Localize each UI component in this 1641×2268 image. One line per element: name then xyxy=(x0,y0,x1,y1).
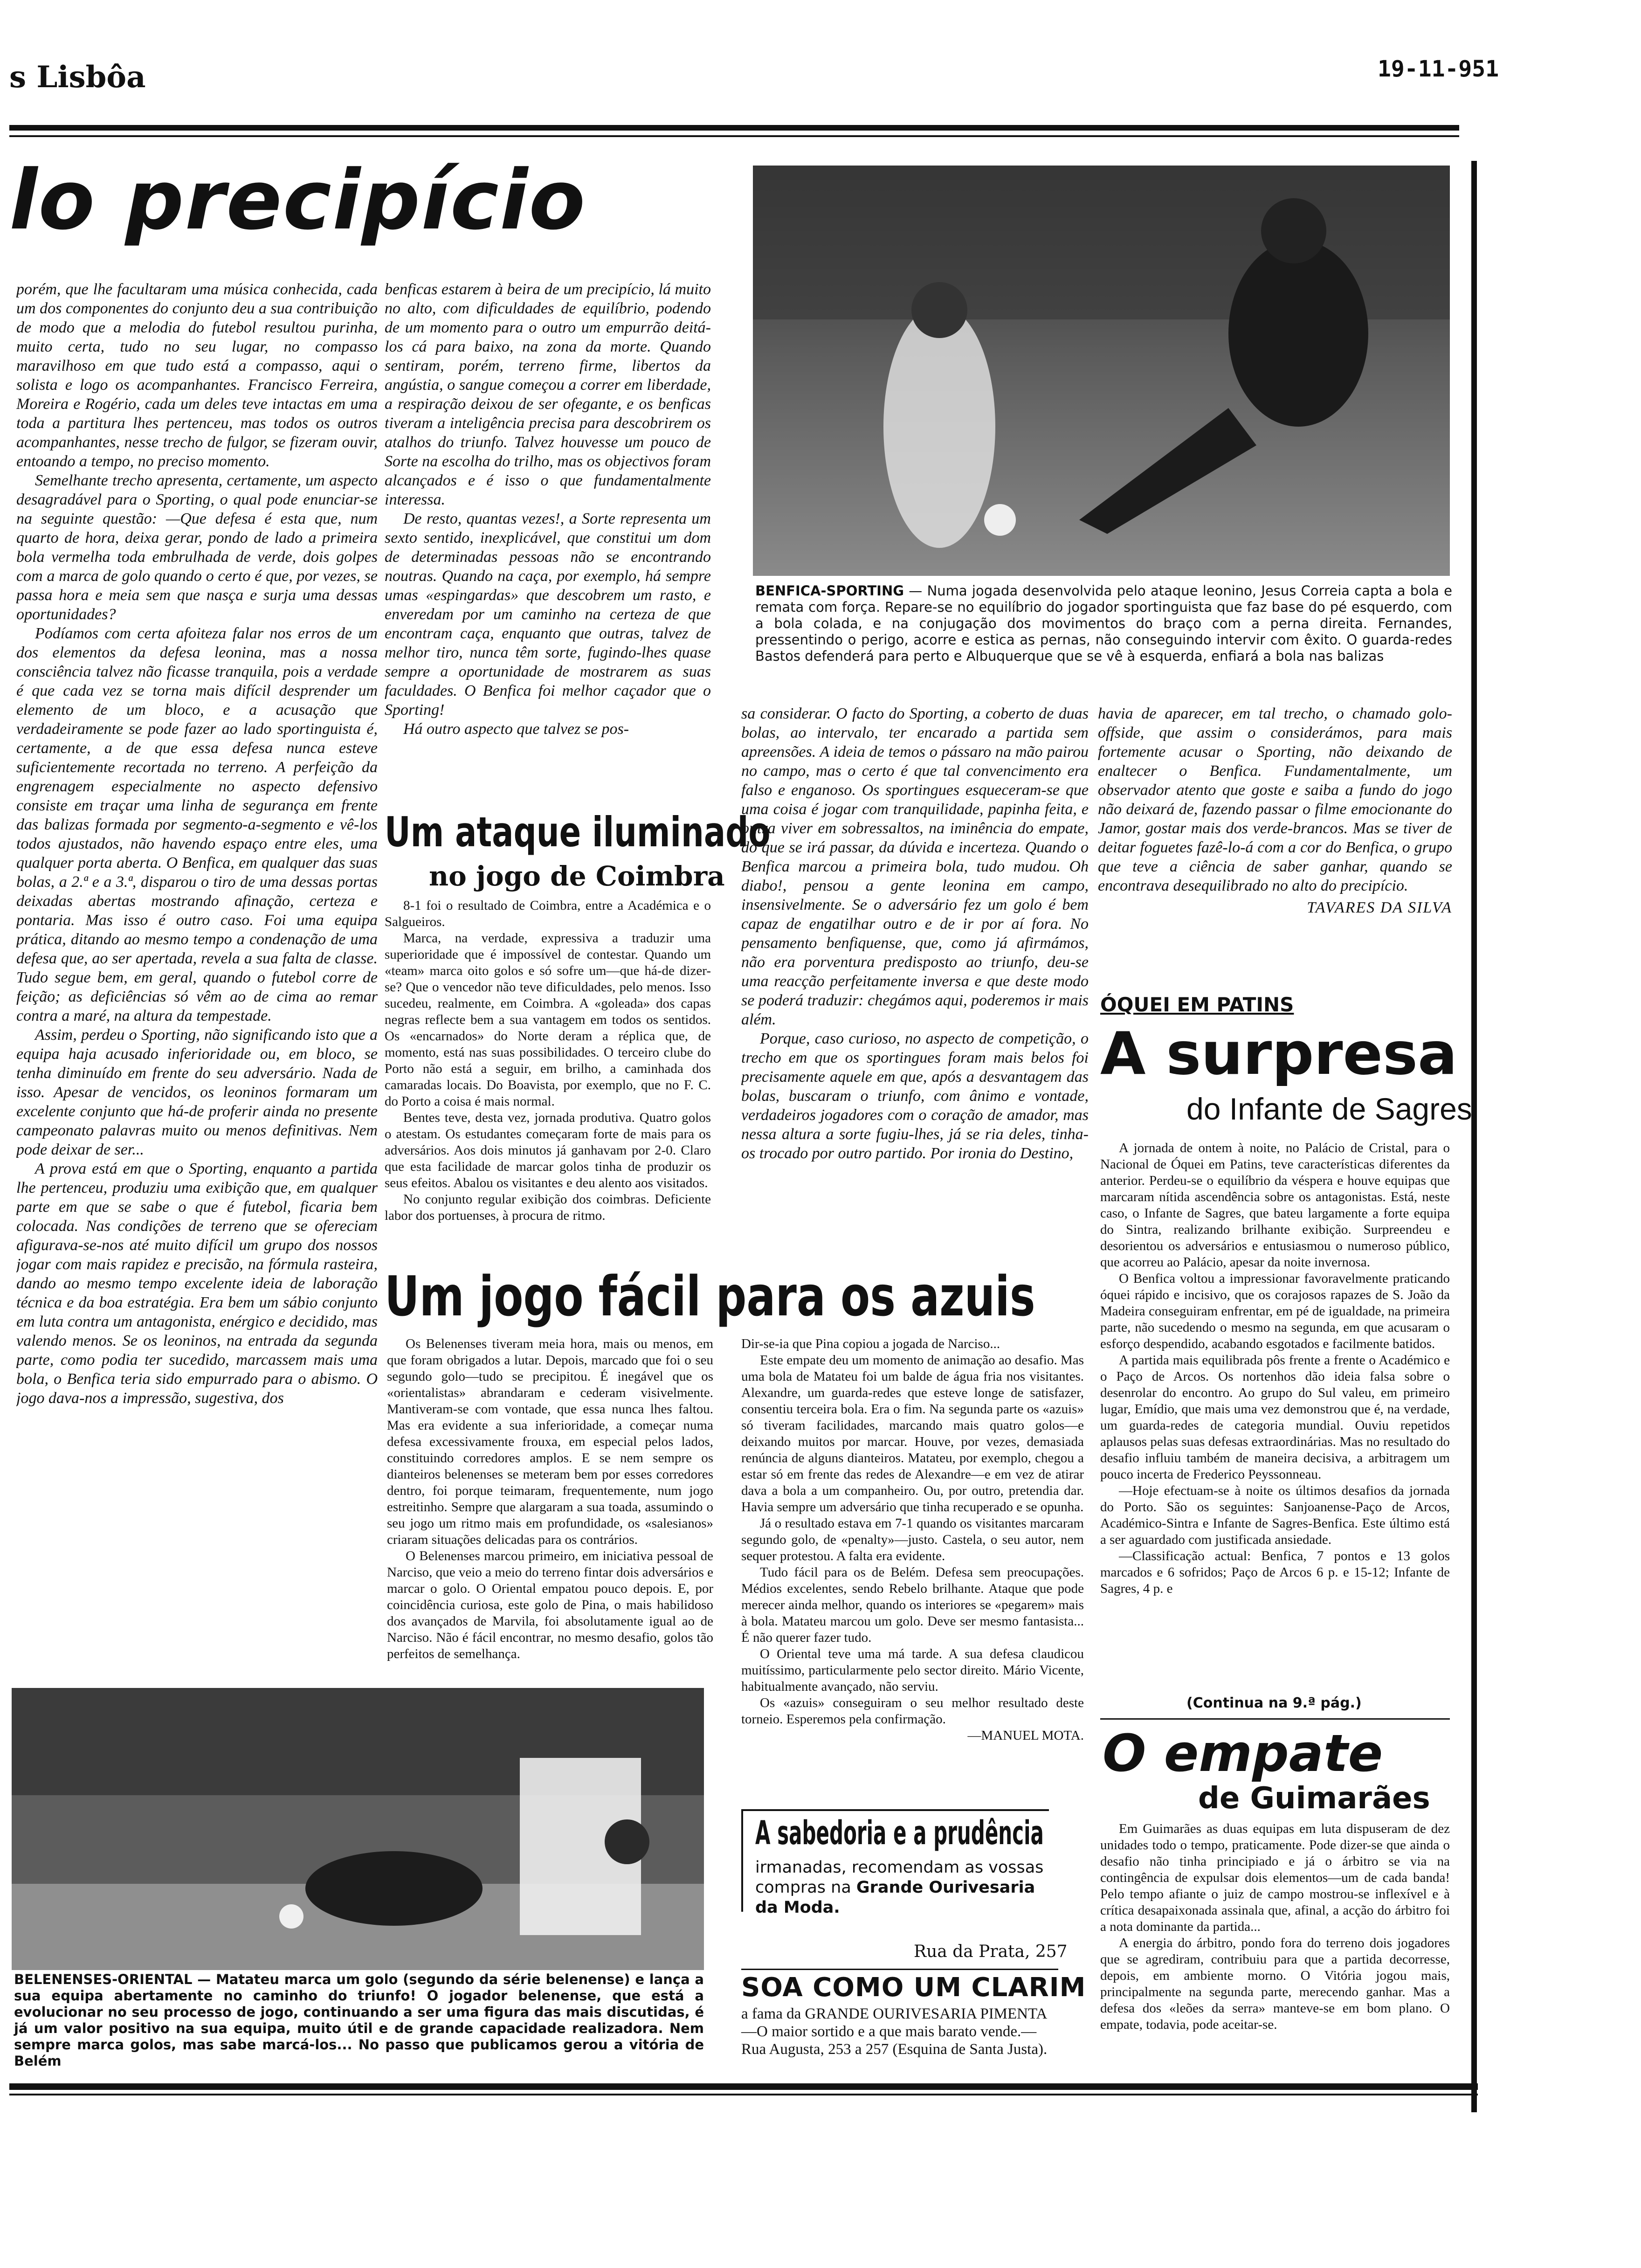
ad-sabedoria-address: Rua da Prata, 257 xyxy=(914,1942,1068,1961)
caption-text: — Numa jogada desenvolvida pelo ataque leonino, Jesus Correia capta a bola e remata com força. Repare-se no equilíbrio do jogador sportinguista que faz base do pé esquerdo, com a bola colada, e na conjugação dos movimentos do braço com a perna direita. Fernandes, pressentindo o perigo, acorre e estica as pernas, não conseguindo intervir com êxito. O guarda-redes Bastos defenderá para perto e Albuquerque que se vê à esquerda, enfiará a bola nas balizas xyxy=(755,583,1452,664)
paragraph: Tudo fácil para os de Belém. Defesa sem preocupações. Médios excelentes, sendo Rebelo brilhante. Ataque que pode merecer ainda melhor, quando os interiores se «pegarem» mais à bola. Matateu marcou um golo. Deve ser mesmo fantasista... É não querer fazer tudo. xyxy=(741,1565,1084,1645)
main-headline: lo precipício xyxy=(9,152,586,248)
ad-clarim-body: a fama da GRANDE OURIVESARIA PIMENTA—O maior sortido e a que mais barato vende.— Rua Augusta, 253 a 257 (Esquina de Santa Justa). xyxy=(741,2005,1048,2058)
main-article-col1 xyxy=(16,280,378,1679)
paragraph: Marca, na verdade, expressiva a traduzir uma superioridade que é impossível de contestar. Quando um «team» marca oito golos e só sofre um—que há-de dizer-se? Que o vencedor não teve dificuldades, pelo menos. Isso sucedeu, realmente, em Coimbra. A «goleada» dos capas negras reflecte bem a sua vantagem em todos os sentidos. Os «encarnados» do Norte deram a réplica que, de momento, está nas suas possibilidades. O terceiro clube do Porto não está a seguir, em brilho, a caminhada dos camaradas locais. Do Boavista, por exemplo, que no F. C. do Porto a coisa é mais normal. xyxy=(385,931,711,1109)
paragraph: O Belenenses marcou primeiro, em iniciativa pessoal de Narciso, que veio a meio do terreno fintar dois adversários e marcar o golo. O Oriental empatou pouco depois. E, por coincidência curiosa, este golo de Pina, o mais habilidoso dos avançados de Marvila, foi absolutamente igual ao de Narciso. Não é fácil encontrar, no mesmo desafio, golos tão perfeitos de semelhança. xyxy=(387,1549,713,1661)
footer-rule-thin xyxy=(9,2094,1478,2095)
oquei-body xyxy=(1100,1140,1450,1688)
ad-sabedoria-text: irmanadas, recomendam as vossas compras na xyxy=(755,1858,1044,1897)
paragraph: sa considerar. O facto do Sporting, a coberto de duas bolas, ao intervalo, ter encarado a partida sem apreensões. A ideia de temos o pássaro na mão pairou no campo, mas o certo é que tal convencimento era falso e enganoso. Os sportingues esqueceram-se que uma coisa é jogar com tranquilidade, papinha feita, e outra viver em sobressaltos, na iminência do empate, do que se irá passar, da dúvida e incerteza. Quando o Benfica marcou a primeira bola, tudo mudou. Oh diabo!, pensou a gente leonina em campo, insensivelmente. Se o adversário fez um golo é bem capaz de engatilhar outro e de ir por aí fora. No pensamento benfiquense, que, como já afirmámos, não era porventura predisposto ao triunfo, deu-se uma reacção perfeitamente inversa e que deste modo se poderá traduzir: chegámos aqui, poderemos ir mais além. xyxy=(741,705,1089,1028)
paragraph: Já o resultado estava em 7-1 quando os visitantes marcaram segundo golo, de «penalty»—justo. Castela, o seu autor, nem sequer protestou. A falta era evidente. xyxy=(741,1516,1084,1563)
paragraph: A jornada de ontem à noite, no Palácio de Cristal, para o Nacional de Óquei em Patins, teve características diferentes da anterior. Perdeu-se o equilíbrio da véspera e houve equipas que marcaram nítida ascendência sobre os antagonistas. Está, neste caso, o Infante de Sagres, que bateu largamente a forte equipa do Sintra, realizando brilhante exibição. Surpreendeu e desorientou os adversários e entusiasmou o numeroso público, que acorreu ao Palácio, apesar da noite invernosa. xyxy=(1100,1141,1450,1270)
paragraph: Podíamos com certa afoiteza falar nos erros de um dos elementos da defesa leonina, mas a nossa consciência talvez não ficasse tranquila, pois a verdade é que cada vez se torna mais difícil desprender um elemento de um bloco, e a acusação que verdadeiramente se pode fazer ao lado sportinguista é, certamente, a de que essa defesa nunca esteve suficientemente recortada no terreno. A perfeição da engrenagem especialmente no aspecto defensivo consiste em traçar uma linha de segurança em frente das balizas formada por segmento-a-segmento e vê-los todos ajustados, não havendo espaço entre eles, uma qualquer porta aberta. O Benfica, em qualquer das suas bolas, a 2.ª e a 3.ª, disparou o tiro de uma dessas portas deixadas abertas mostrando afinação, certeza e pontaria. Mas isso é outro caso. Foi uma equipa prática, ditando ao mesmo tempo a condenação de uma defesa que, ao ser apertada, revela a sua falta de classe. Tudo segue bem, em geral, quando o futebol corre de feição; as deficiências só vêm ao de cima ao remar contra a maré, na altura da tempestade. xyxy=(16,625,378,1024)
photo-image xyxy=(753,166,1450,576)
paragraph: Assim, perdeu o Sporting, não significando isto que a equipa haja acusado inferioridade ou, em bloco, se tenha diminuído em frente do seu adversário. Nada de isso. Apesar de vencidos, os leoninos formaram um excelente conjunto que há-de proferir ainda no presente campeonato palavras muito ou menos definitivas. Nem pode deixar de ser... xyxy=(16,1026,378,1158)
ad-sabedoria-side-rule xyxy=(741,1809,743,1912)
paragraph: havia de aparecer, em tal trecho, o chamado golo-offside, que assim o considerámos, para mais fortemente acusar o Sporting, não deixando de enaltecer o Benfica. Fundamentalmente, um observador atento que goste e saiba a fundo do jogo não deixará de, fazendo passar o filme emocionante do Jamor, gostar mais dos verde-brancos. Mas se tiver de deitar foguetes fazê-lo-á com a cor do Benfica, o grupo que teve a ciência de saber ganhar, quando se encontrava desequilibrado no alto do precipício. xyxy=(1098,705,1452,894)
ad-sabedoria xyxy=(741,1809,1049,1917)
caption-text: — Matateu marca um golo (segundo da série belenense) e lança a sua equipa abertamente no caminho do triunfo! O jogador belenense, que está a evolucionar no seu processo de jogo, continuando a ser uma figura das mais discutidas, é já um valor positivo na sua equipa, muito útil e de grande capacidade realizadora. Nem sempre marca golos, mas sabe marcá-los... No passo que publicamos gerou a vitória de Belém xyxy=(14,1971,704,2069)
oquei-kicker: ÓQUEI EM PATINS xyxy=(1100,993,1294,1016)
oquei-subhead: do Infante de Sagres xyxy=(1186,1092,1472,1126)
ad-clarim-title: SOA COMO UM CLARIM xyxy=(741,1972,1086,2003)
main-article-col2 xyxy=(385,280,711,800)
paragraph: —Hoje efectuam-se à noite os últimos desafios da jornada do Porto. São os seguintes: Sanjoanense-Paço de Arcos, Académico-Sintra e Infante de Sagres-Benfica. Este último está a ser aguardado com justificada ansiedade. xyxy=(1100,1483,1450,1547)
paragraph: benficas estarem à beira de um precipício, lá muito no alto, com dificuldades de equilíbrio, podendo de um momento para o outro um empurrão deitá-los cá para baixo, na zona da morte. Quando sentiram, porém, terreno firme, libertos da angústia, o sangue começou a correr em liberdade, a respiração deixou de ser ofegante, e os benficas tiveram a inteligência precisa para descobrirem os atalhos do triunfo. Talvez houvesse um pouco de Sorte na escolha do trilho, mas os objectivos foram alcançados e é isso o que fundamentalmente interessa. xyxy=(385,281,711,508)
byline: —MANUEL MOTA. xyxy=(967,1728,1084,1743)
guimaraes-headline: O empate xyxy=(1103,1723,1383,1783)
masthead-rule xyxy=(9,125,1459,131)
continued-note: (Continua na 9.ª pág.) xyxy=(1186,1695,1362,1711)
caption-lead: BENFICA-SPORTING xyxy=(755,583,904,599)
paragraph: Este empate deu um momento de animação ao desafio. Mas uma bola de Matateu foi um balde de água fria nos visitantes. Alexandre, um guarda-redes que esteve longe de satisfazer, consentiu terceira bola. Era o fim. Na segunda parte os «azuis» só tiveram facilidades, marcando mais quatro golos—e deixando muitos por marcar. Houve, por vezes, demasiada renúncia de alguns dianteiros. Matateu, por exemplo, chegou a estar só em frente das redes de Alexandre—e em vez de atirar dava a bola a um companheiro. Ou, por outro, pretendia dar. Havia sempre um adversário que tinha recuperado e se opunha. xyxy=(741,1353,1084,1514)
guimaraes-body xyxy=(1100,1821,1450,2091)
paragraph: porém, que lhe facultaram uma música conhecida, cada um dos componentes do conjunto deu a sua contribuição de modo que a melodia do futebol resultou purinha, muito certa, tudo no seu lugar, no compasso maravilhoso em que tudo está a compasso, aqui o solista e logo os acompanhantes. Francisco Ferreira, Moreira e Rogério, cada um deles teve intactas em uma toda a partitura lhes pertenceu, mas todos os outros acompanhantes, nesse trecho de fulgor, se fizeram ouvir, entoando a tempo, no preciso momento. xyxy=(16,281,378,470)
masthead-section xyxy=(0,51,1641,145)
main-article-col4 xyxy=(1098,704,1452,965)
masthead-title: s Lisbôa xyxy=(9,60,146,95)
ad-divider xyxy=(741,1969,1058,1970)
masthead-date: 19-11-951 xyxy=(1378,56,1499,82)
paragraph: —Classificação actual: Benfica, 7 pontos e 13 golos marcados e 6 sofridos; Paço de Arcos 6 p. e 15-12; Infante de Sagres, 4 p. e xyxy=(1100,1549,1450,1596)
ad-sabedoria-body xyxy=(755,1858,1044,1918)
photo-bottom-caption xyxy=(14,1971,704,2069)
paragraph: O Oriental teve uma má tarde. A sua defesa claudicou muitíssimo, particularmente pelo sector direito. Mário Vicente, habitualmente avançado, não serviu. xyxy=(741,1646,1084,1694)
coimbra-subhead: no jogo de Coimbra xyxy=(429,860,725,892)
coimbra-body xyxy=(385,898,711,1261)
paragraph: Bentes teve, desta vez, jornada produtiva. Quatro golos o atestam. Os estudantes começaram forte de mais para os adversários. Aos dois minutos já ganhavam por 2-0. Claro que esta facilidade de marcar golos tinha de produzir os seus efeitos. Abalou os visitantes e deu alento aos visitados. xyxy=(385,1110,711,1190)
paragraph: Os Belenenses tiveram meia hora, mais ou menos, em que foram obrigados a lutar. Depois, marcado que foi o seu segundo golo—tudo se precipitou. É inegável que os «orientalistas» abrandaram e cederam visivelmente. Mantiveram-se com vontade, que essa nunca lhes faltou. Mas era evidente a sua inferioridade, a começar numa defesa excessivamente frouxa, em especial pelos lados, constituindo corredores amplos. E se nem sempre os dianteiros belenenses se meteram bem por esses corredores dentro, foi porque teimaram, frequentemente, num jogo estreitinho. Sempre que alargaram a sua toada, assumindo o seu jogo um ritmo mais em profundidade, os «salesianos» criaram situações delicadas para os contrários. xyxy=(387,1336,713,1547)
paragraph: 8-1 foi o resultado de Coimbra, entre a Académica e o Salgueiros. xyxy=(385,898,711,929)
photo-top-caption xyxy=(755,583,1452,690)
footer-rule xyxy=(9,2083,1478,2090)
byline: TAVARES DA SILVA xyxy=(1307,899,1452,916)
oquei-headline: A surpresa xyxy=(1100,1019,1458,1088)
main-article-col3 xyxy=(741,704,1089,1254)
right-edge-rule xyxy=(1471,161,1477,2112)
paragraph: Semelhante trecho apresenta, certamente, um aspecto desagradável para o Sporting, o qual pode enunciar-se na seguinte questão: —Que defesa é esta que, num quarto de hora, deixa gerar, pondo de lado a primeira bola vermelha toda embrulhada de verde, dois golpes com a marca de golo quando o certo é que, por vezes, se passa hora e meia sem que nasça e surja uma dessas oportunidades? xyxy=(16,472,378,623)
paragraph: Dir-se-ia que Pina copiou a jogada de Narciso... xyxy=(741,1336,1000,1351)
photo-image xyxy=(12,1688,704,1970)
paragraph: Em Guimarães as duas equipas em luta dispuseram de dez unidades todo o tempo, praticamente. Pode dizer-se que ainda o desafio não tinha principiado e já o árbitro se via na contingência de expulsar dois elementos—um de cada banda! Pelo tempo afiante o juiz de campo mostrou-se inflexível e à crítica desapaixonada assinala que, afinal, a acção do árbitro foi a nota dominante da partida... xyxy=(1100,1821,1450,1934)
photo-benfica-sporting xyxy=(753,166,1450,576)
ad-sabedoria-store: Grande Ourivesaria da Moda. xyxy=(755,1878,1035,1917)
paragraph: A prova está em que o Sporting, enquanto a partida lhe pertenceu, produziu uma exibição que, em qualquer parte em que se sabe o que é futebol, ficaria bem colocada. Nas condições de terreno que se ofereciam afigurava-se-nos até muito difícil um grupo dos nossos jogar com mais rapidez e precisão, na fórmula rasteira, dando ao mesmo tempo excelente ideia de laboração técnica e da boa estratégia. Era bem um sábio conjunto em luta contra um antagonista, enérgico e decidido, mas valendo menos. Se os leoninos, na entrada da segunda parte, como podia ter sucedido, marcassem mais uma bola, o Benfica teria sido empurrado para o abismo. O jogo dava-nos a impressão, sugestiva, dos xyxy=(16,1160,378,1407)
coimbra-headline: Um ataque iluminado xyxy=(385,808,771,856)
masthead-rule-thin xyxy=(9,135,1459,137)
paragraph: No conjunto regular exibição dos coimbras. Deficiente labor dos portuenses, à procura de ritmo. xyxy=(385,1192,711,1223)
paragraph: O Benfica voltou a impressionar favoravelmente praticando óquei rápido e incisivo, que os corajosos rapazes de S. João da Madeira conseguiram enfrentar, em pé de igualdade, na primeira parte, não sucedendo o mesmo na segunda, em que acusaram o esforço despendido, acabando esgotados e facilmente batidos. xyxy=(1100,1271,1450,1351)
paragraph: A energia do árbitro, pondo fora do terreno dois jogadores que se agrediram, contribuiu para que a partida decorresse, depois, em ambiente morno. O Vitória jogou mais, principalmente na segunda parte, merecendo ganhar. Mas a defesa dos «leões da serra» manteve-se em bom plano. O empate, todavia, pode aceitar-se. xyxy=(1100,1936,1450,2032)
paragraph: Os «azuis» conseguiram o seu melhor resultado deste torneio. Esperemos pela confirmação. xyxy=(741,1695,1084,1727)
section-rule xyxy=(1100,1718,1450,1720)
caption-lead: BELENENSES-ORIENTAL xyxy=(14,1971,193,1987)
paragraph: Há outro aspecto que talvez se pos- xyxy=(403,720,629,738)
azuis-col1 xyxy=(387,1336,713,1700)
paragraph: De resto, quantas vezes!, a Sorte representa um sexto sentido, inexplicável, que constitui um dom de determinadas pessoas não se encontrando noutras. Quando na caça, por exemplo, há sempre umas «espingardas» que descobrem um rasto, e enveredam por um caminho na certeza de que encontram caça, enquanto que outras, talvez de melhor tiro, nunca têm sorte, fugindo-lhes quase sempre a oportunidade de mostrarem as suas faculdades. O Benfica foi melhor caçador que o Sporting! xyxy=(385,510,711,719)
paragraph: Porque, caso curioso, no aspecto de competição, o trecho em que os sportingues foram mais belos foi precisamente aquele em que, após a desvantagem das bolas, buscaram o triunfo, com ânimo e vontade, verdadeiros jogadores com o coração de amador, mas nessa altura a sorte fugiu-lhes, já se ria deles, tinha-os trocado por outro partido. Por ironia do Destino, xyxy=(741,1030,1089,1162)
ad-sabedoria-title: A sabedoria e a prudência xyxy=(755,1814,1044,1852)
azuis-col2 xyxy=(741,1336,1084,1798)
paragraph: A partida mais equilibrada pôs frente a frente o Académico e o Paço de Arcos. Os nortenhos dão ideia falsa sobre o desenrolar do encontro. Ao grupo do Sul valeu, em primeiro lugar, Emídio, que mais uma vez demonstrou que é, na verdade, um guarda-redes de categoria mundial. Ouviu repetidos aplausos pelas suas defesas extraordinárias. Mas no resultado do desafio influiu também de maneira decisiva, a arbitragem um pouco incerta de Frederico Peyssonneau. xyxy=(1100,1353,1450,1482)
azuis-headline: Um jogo fácil para os azuis xyxy=(385,1264,1035,1328)
photo-belenenses-oriental xyxy=(12,1688,704,1970)
guimaraes-subhead: de Guimarães xyxy=(1198,1781,1430,1816)
